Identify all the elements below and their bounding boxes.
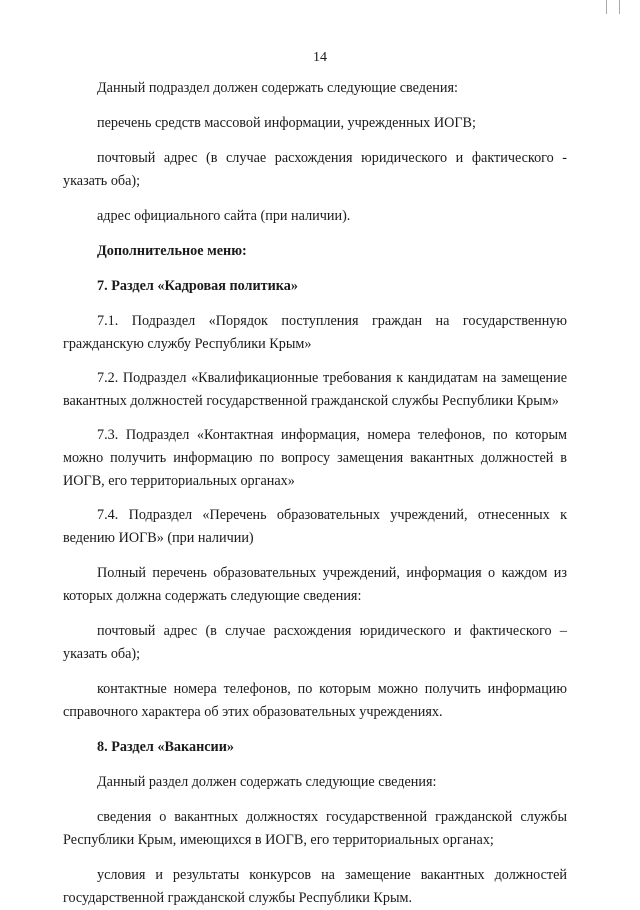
section-heading: Дополнительное меню: xyxy=(97,243,247,259)
paragraph: условия и результаты конкурсов на замещение вакантных должностей государственной гражданской службы Республики Крым. xyxy=(63,867,567,906)
paragraph: 7.1. Подраздел «Порядок поступления граждан на государственную гражданскую службу Республики Крым» xyxy=(63,313,567,352)
paragraph: 7.2. Подраздел «Квалификационные требования к кандидатам на замещение вакантных должностей государственной гражданской службы Республики Крым» xyxy=(63,370,567,409)
paragraph: перечень средств массовой информации, учрежденных ИОГВ; xyxy=(97,115,476,131)
paragraph: адрес официального сайта (при наличии). xyxy=(97,208,351,224)
document-body xyxy=(63,77,567,910)
page-number: 14 xyxy=(313,50,327,65)
scan-edge-mark xyxy=(606,0,620,14)
section-heading: 7. Раздел «Кадровая политика» xyxy=(97,278,298,294)
paragraph: сведения о вакантных должностях государственной гражданской службы Республики Крым, имеющихся в ИОГВ, его территориальных органах; xyxy=(63,809,567,848)
paragraph: Полный перечень образовательных учреждений, информация о каждом из которых должна содержать следующие сведения: xyxy=(63,565,567,604)
paragraph: почтовый адрес (в случае расхождения юридического и фактического - указать оба); xyxy=(63,150,567,189)
paragraph: почтовый адрес (в случае расхождения юридического и фактического – указать оба); xyxy=(63,623,567,662)
paragraph: 7.4. Подраздел «Перечень образовательных учреждений, отнесенных к ведению ИОГВ» (при наличии) xyxy=(63,507,567,546)
paragraph: Данный подраздел должен содержать следующие сведения: xyxy=(97,80,458,96)
paragraph: 7.3. Подраздел «Контактная информация, номера телефонов, по которым можно получить информацию по вопросу замещения вакантных должностей в ИОГВ, его территориальных органах» xyxy=(63,427,567,489)
paragraph: Данный раздел должен содержать следующие сведения: xyxy=(97,774,437,790)
section-heading: 8. Раздел «Вакансии» xyxy=(97,739,234,755)
paragraph: контактные номера телефонов, по которым можно получить информацию справочного характера об этих образовательных учреждениях. xyxy=(63,681,567,720)
